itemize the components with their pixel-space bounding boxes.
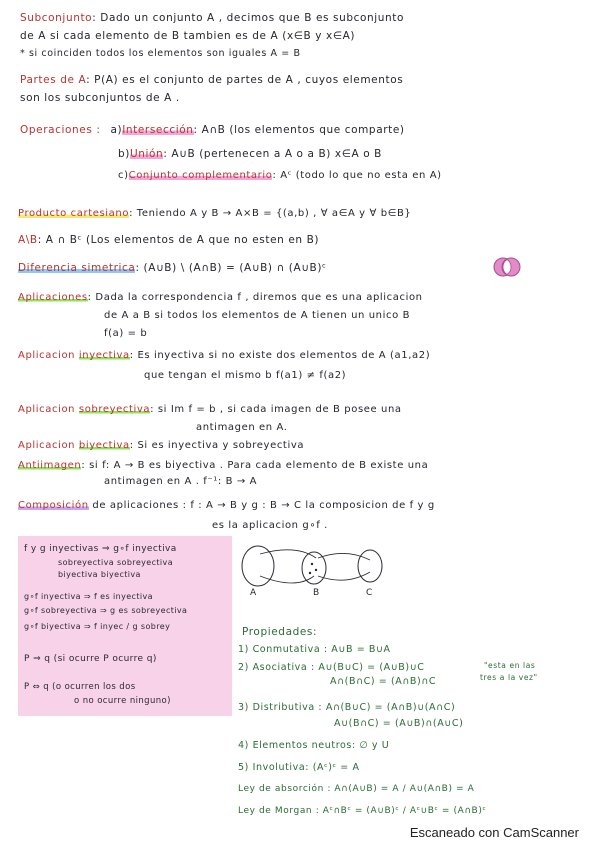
- producto-text: : Teniendo A y B → A×B = {(a,b) , ∀ a∈A y ∀ b∈B}: [129, 208, 412, 219]
- box-rule-1b: sobreyectiva sobreyectiva: [58, 558, 173, 567]
- antiimagen-term: Antiimagen: [18, 460, 82, 471]
- antiimagen-line-1: [18, 460, 428, 471]
- propiedad-2-note-1: "esta en las: [484, 661, 536, 670]
- venn-diagram-icon: [492, 256, 522, 278]
- simetrica-term: Diferencia simetrica: [18, 262, 136, 274]
- box-rule-5: P ⇒ q (si ocurre P ocurre q): [24, 654, 157, 664]
- interseccion-term: Intersección: [122, 124, 194, 136]
- aplicaciones-text-1: : Dada la correspondencia f , diremos que es una aplicacion: [87, 292, 423, 303]
- partes-term: Partes de A: [20, 74, 87, 86]
- inyectiva-text-2: que tengan el mismo b f(a1) ≠ f(a2): [144, 370, 347, 381]
- composicion-term: Composición: [18, 500, 89, 511]
- aplicaciones-text-2: de A a B si todos los elementos de A tienen un unico B: [104, 310, 411, 321]
- biyectiva-text: : Si es inyectiva y sobreyectiva: [129, 440, 305, 451]
- sobreyectiva-term: sobreyectiva: [78, 404, 151, 415]
- box-rule-6: P ⇔ q (o ocurren los dos: [24, 682, 136, 692]
- propiedad-2a: 2) Asociativa : A∪(B∪C) = (A∪B)∪C: [238, 662, 425, 673]
- simetrica-line: [18, 262, 327, 274]
- inyectiva-line-1: [18, 350, 430, 361]
- operaciones-b-prefix: b): [118, 148, 130, 160]
- subconjunto-line-1: [20, 12, 404, 24]
- operaciones-term: Operaciones :: [20, 124, 101, 136]
- box-rule-2: g∘f inyectiva ⇒ f es inyectiva: [24, 592, 153, 601]
- diferencia-text: : A ∩ Bᶜ (Los elementos de A que no esten en B): [37, 234, 320, 246]
- composicion-text-2: es la aplicacion g∘f .: [212, 520, 328, 531]
- interseccion-text: : A∩B (los elementos que comparte): [193, 124, 405, 136]
- subconjunto-text-2: de A si cada elemento de B tambien es de A (x∈B y x∈A): [20, 30, 356, 42]
- propiedad-3a: 3) Distributiva : A∩(B∪C) = (A∩B)∪(A∩C): [238, 702, 456, 713]
- subconjunto-text-3: * si coinciden todos los elementos son iguales A = B: [20, 48, 301, 59]
- box-rule-1c: biyectiva biyectiva: [58, 570, 141, 579]
- composicion-line-1: [18, 500, 435, 511]
- sobreyectiva-prefix: Aplicacion: [18, 404, 76, 415]
- propiedad-4: 4) Elementos neutros: ∅ y U: [238, 740, 390, 751]
- box-rule-4: g∘f biyectiva ⇒ f inyec / g sobrey: [24, 622, 171, 631]
- sobreyectiva-line-1: [18, 404, 402, 415]
- subconjunto-term: Subconjunto: [20, 12, 93, 24]
- diferencia-line: [18, 234, 319, 246]
- inyectiva-prefix: Aplicacion: [18, 350, 76, 361]
- biyectiva-prefix: Aplicacion: [18, 440, 76, 451]
- partes-line-1: [20, 74, 403, 86]
- inyectiva-term: inyectiva: [78, 350, 130, 361]
- inyectiva-text-1: : Es inyectiva si no existe dos elementos de A (a1,a2): [129, 350, 431, 361]
- subconjunto-text-1: : Dado un conjunto A , decimos que B es subconjunto: [92, 12, 405, 24]
- box-rule-3: g∘f sobreyectiva ⇒ g es sobreyectiva: [24, 606, 188, 615]
- aplicaciones-term: Aplicaciones: [18, 292, 88, 303]
- operaciones-line-c: [118, 170, 442, 181]
- composition-diagram: [236, 540, 386, 600]
- diferencia-term: A\B: [18, 234, 38, 246]
- propiedad-2-note-2: tres a la vez": [480, 673, 538, 682]
- partes-text-2: son los subconjuntos de A .: [20, 92, 180, 104]
- propiedad-2b: A∩(B∩C) = (A∩B)∩C: [330, 676, 437, 687]
- simetrica-text: : (A∪B) \ (A∩B) = (A∪B) ∩ (A∪B)ᶜ: [135, 262, 327, 274]
- antiimagen-text-2: antimagen en A . f⁻¹: B → A: [104, 476, 258, 487]
- scanner-footer: [0, 821, 599, 848]
- biyectiva-term: biyectiva: [78, 440, 130, 451]
- aplicaciones-line-1: [18, 292, 423, 303]
- propiedad-1: 1) Conmutativa : A∪B = B∪A: [238, 644, 391, 655]
- operaciones-line-b: [118, 148, 382, 160]
- antiimagen-text-1: : si f: A → B es biyectiva . Para cada elemento de B existe una: [81, 460, 429, 471]
- operaciones-line-a: [20, 124, 405, 136]
- propiedad-6: Ley de absorción : A∩(A∪B) = A / A∪(A∩B) = A: [238, 784, 475, 794]
- diagram-label-c: C: [366, 588, 373, 598]
- composition-summary-box: [18, 536, 232, 716]
- union-term: Unión: [129, 148, 164, 160]
- partes-text-1: : P(A) es el conjunto de partes de A , cuyos elementos: [86, 74, 404, 86]
- box-rule-1a: f y g inyectivas ⇒ g∘f inyectiva: [24, 544, 177, 554]
- complementario-term: Conjunto complementario: [128, 170, 273, 181]
- composicion-text-1: de aplicaciones : f : A → B y g : B → C la composicion de f y g: [88, 500, 435, 511]
- sobreyectiva-text-1: : si Im f = b , si cada imagen de B posee una: [150, 404, 402, 415]
- box-rule-7: o no ocurre ninguno): [74, 696, 171, 706]
- operaciones-c-prefix: c): [118, 170, 129, 181]
- propiedad-3b: A∪(B∩C) = (A∪B)∩(A∪C): [334, 718, 464, 729]
- aplicaciones-text-3: f(a) = b: [104, 328, 148, 339]
- diagram-label-b: B: [313, 588, 320, 598]
- sobreyectiva-text-2: antimagen en A.: [196, 422, 288, 433]
- producto-line: [18, 208, 411, 219]
- diagram-label-a: A: [250, 588, 257, 598]
- propiedad-7: Ley de Morgan : Aᶜ∩Bᶜ = (A∪B)ᶜ / Aᶜ∪Bᶜ = (A∩B)ᶜ: [238, 806, 487, 816]
- operaciones-a-prefix: a): [110, 124, 123, 136]
- producto-term: Producto cartesiano: [18, 208, 130, 219]
- complementario-text: : Aᶜ (todo lo que no esta en A): [272, 170, 442, 181]
- propiedad-5: 5) Involutiva: (Aᶜ)ᶜ = A: [238, 762, 360, 773]
- biyectiva-line: [18, 440, 304, 451]
- camscanner-watermark: Escaneado con CamScanner: [409, 825, 579, 840]
- propiedades-title: Propiedades:: [242, 626, 318, 638]
- union-text: : A∪B (pertenecen a A o a B) x∈A o B: [163, 148, 382, 160]
